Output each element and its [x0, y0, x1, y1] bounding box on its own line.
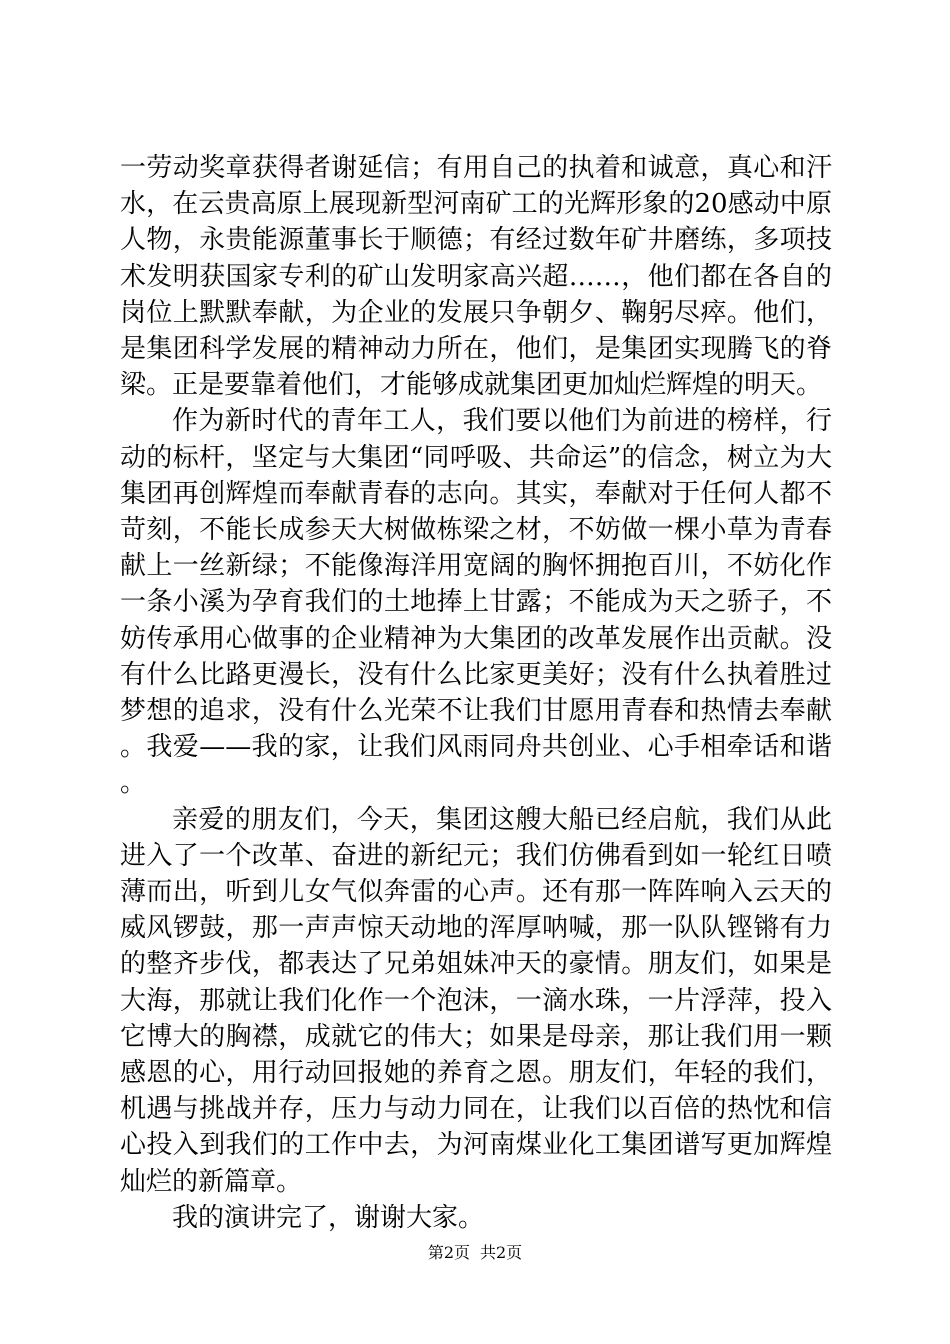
- document-body: [120, 150, 832, 1236]
- paragraph-2: 作为新时代的青年工人，我们要以他们为前进的榜样，行动的标杆，坚定与大集团“同呼吸、共命运”的信念，树立为大集团再创辉煌而奉献青春的志向。其实，奉献对于任何人都不苛刻，不能长成参天大树做栋梁之材，不妨做一棵小草为青春献上一丝新绿；不能像海洋用宽阔的胸怀拥抱百川，不妨化作一条小溪为孕育我们的土地捧上甘露；不能成为天之骄子，不妨传承用心做事的企业精神为大集团的改革发展作出贡献。没有什么比路更漫长，没有什么比家更美好；没有什么执着胜过梦想的追求，没有什么光荣不让我们甘愿用青春和热情去奉献。我爱——我的家，让我们风雨同舟共创业、心手相牵话和谐。: [120, 406, 832, 799]
- page-number: 第2页: [427, 1243, 470, 1262]
- page-footer: [0, 1243, 950, 1263]
- paragraph-1: 一劳动奖章获得者谢延信；有用自己的执着和诚意，真心和汗水，在云贵高原上展现新型河南矿工的光辉形象的20感动中原人物，永贵能源董事长于顺德；有经过数年矿井磨练，多项技术发明获国家专利的矿山发明家高兴超……，他们都在各自的岗位上默默奉献，为企业的发展只争朝夕、鞠躬尽瘁。他们，是集团科学发展的精神动力所在，他们，是集团实现腾飞的脊梁。正是要靠着他们，才能够成就集团更加灿烂辉煌的明天。: [120, 153, 832, 401]
- paragraph-3: 亲爱的朋友们，今天，集团这艘大船已经启航，我们从此进入了一个改革、奋进的新纪元；我们仿佛看到如一轮红日喷薄而出，听到儿女气似奔雷的心声。还有那一阵阵响入云天的威风锣鼓，那一声声惊天动地的浑厚呐喊，那一队队铿锵有力的整齐步伐，都表达了兄弟姐妹冲天的豪情。朋友们，如果是大海，那就让我们化作一个泡沫，一滴水珠，一片浮萍，投入它博大的胸襟，成就它的伟大；如果是母亲，那让我们用一颗感恩的心，用行动回报她的养育之恩。朋友们，年轻的我们，机遇与挑战并存，压力与动力同在，让我们以百倍的热忱和信心投入到我们的工作中去，为河南煤业化工集团谱写更加辉煌灿烂的新篇章。: [120, 804, 832, 1197]
- page-total: 共2页: [480, 1243, 523, 1262]
- paragraph-4: 我的演讲完了，谢谢大家。: [172, 1202, 485, 1233]
